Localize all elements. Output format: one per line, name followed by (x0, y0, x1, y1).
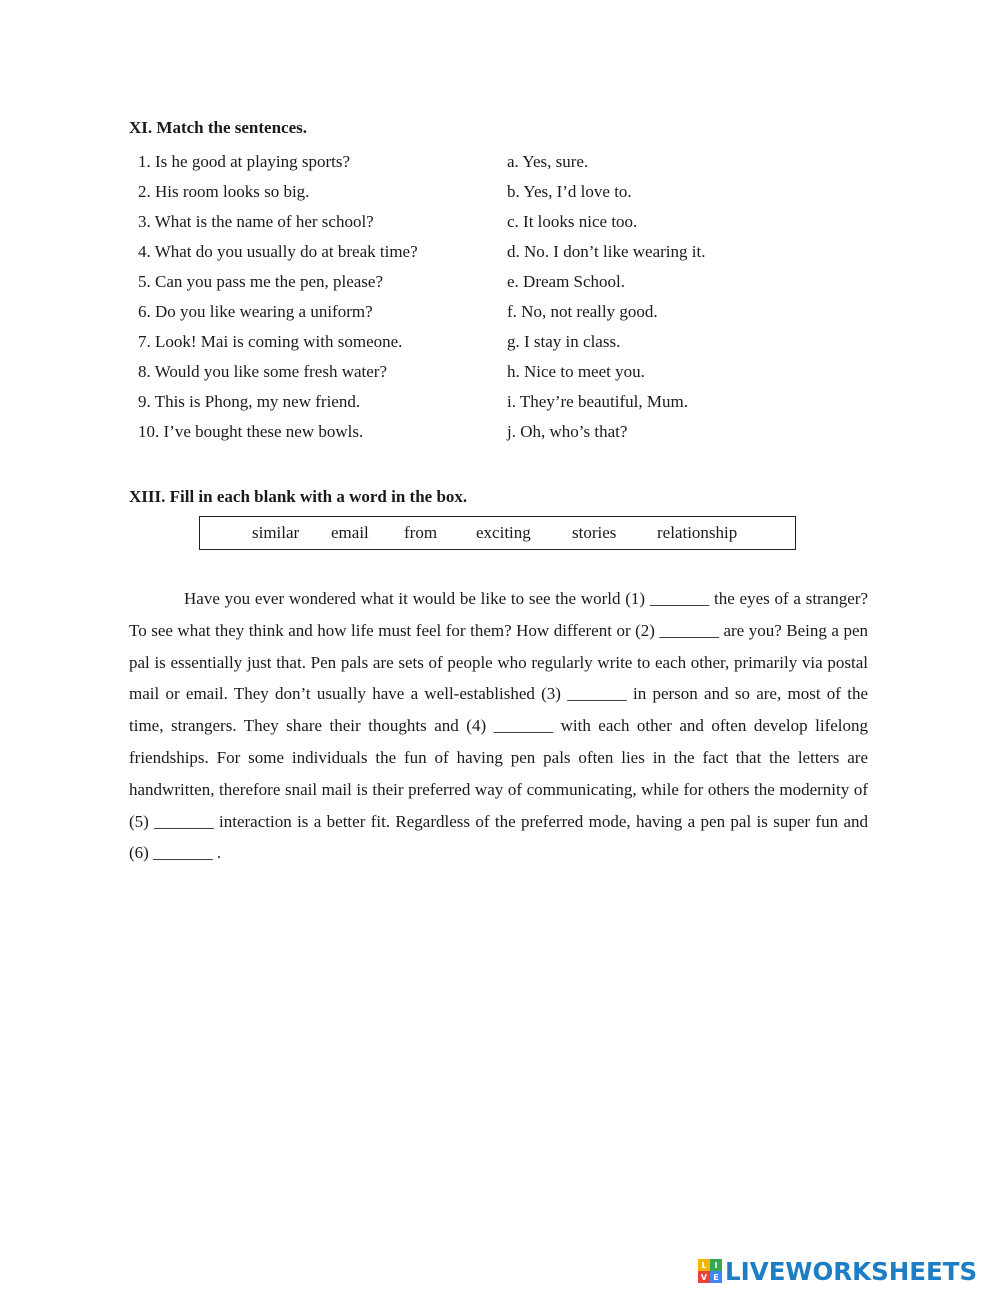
question-6: 6. Do you like wearing a uniform? (138, 302, 373, 321)
word-from: from (404, 523, 438, 542)
question-2: 2. His room looks so big. (138, 182, 310, 201)
answer-d: d. No. I don’t like wearing it. (507, 242, 706, 261)
logo-letter-e: E (710, 1271, 722, 1283)
word-stories: stories (572, 523, 617, 542)
word-relationship: relationship (657, 523, 738, 542)
answer-a: a. Yes, sure. (507, 152, 589, 171)
answer-g: g. I stay in class. (507, 332, 621, 351)
logo-text: LIVEWORKSHEETS (725, 1256, 978, 1286)
answer-h: h. Nice to meet you. (507, 362, 645, 381)
question-9: 9. This is Phong, my new friend. (138, 392, 361, 411)
question-8: 8. Would you like some fresh water? (138, 362, 388, 381)
question-5: 5. Can you pass me the pen, please? (138, 272, 384, 291)
logo-letter-l: L (698, 1259, 710, 1271)
word-box (199, 516, 796, 550)
answer-b: b. Yes, I’d love to. (507, 182, 632, 201)
reading-passage: Have you ever wondered what it would be like to see the world (1) _______ the eyes of a stranger? To see what they think and how life must feel for them? How different or (2) _______ are you? Being a pen pal is essentially just that. Pen pals are sets of people who regularly write to each other, primarily via postal mail or email. They don’t usually have a well-established (3) _______ in person and so are, most of the time, strangers. They share their thoughts and (4) _______ with each other and often develop lifelong friendships. For some individuals the fun of having pen pals often lies in the fact that the letters are handwritten, therefore snail mail is their preferred way of communicating, while for others the modernity of (5) _______ interaction is a better fit. Regardless of the preferred mode, having a pen pal is super fun and (6) _______ . (129, 589, 868, 863)
liveworksheets-logo (698, 1256, 977, 1286)
word-similar: similar (252, 523, 300, 542)
word-email: email (331, 523, 369, 542)
word-exciting: exciting (476, 523, 531, 542)
logo-mark-icon (698, 1259, 722, 1283)
question-7: 7. Look! Mai is coming with someone. (138, 332, 403, 351)
section-11-heading: XI. Match the sentences. (129, 118, 307, 137)
answer-e: e. Dream School. (507, 272, 626, 291)
answer-j: j. Oh, who’s that? (507, 422, 628, 441)
logo-letter-v: V (698, 1271, 710, 1283)
question-1: 1. Is he good at playing sports? (138, 152, 350, 171)
question-10: 10. I’ve bought these new bowls. (138, 422, 364, 441)
question-4: 4. What do you usually do at break time? (138, 242, 418, 261)
logo-letter-i: I (710, 1259, 722, 1271)
answer-f: f. No, not really good. (507, 302, 658, 321)
answer-i: i. They’re beautiful, Mum. (507, 392, 688, 411)
question-3: 3. What is the name of her school? (138, 212, 374, 231)
answer-c: c. It looks nice too. (507, 212, 638, 231)
section-13-heading: XIII. Fill in each blank with a word in the box. (129, 487, 468, 506)
